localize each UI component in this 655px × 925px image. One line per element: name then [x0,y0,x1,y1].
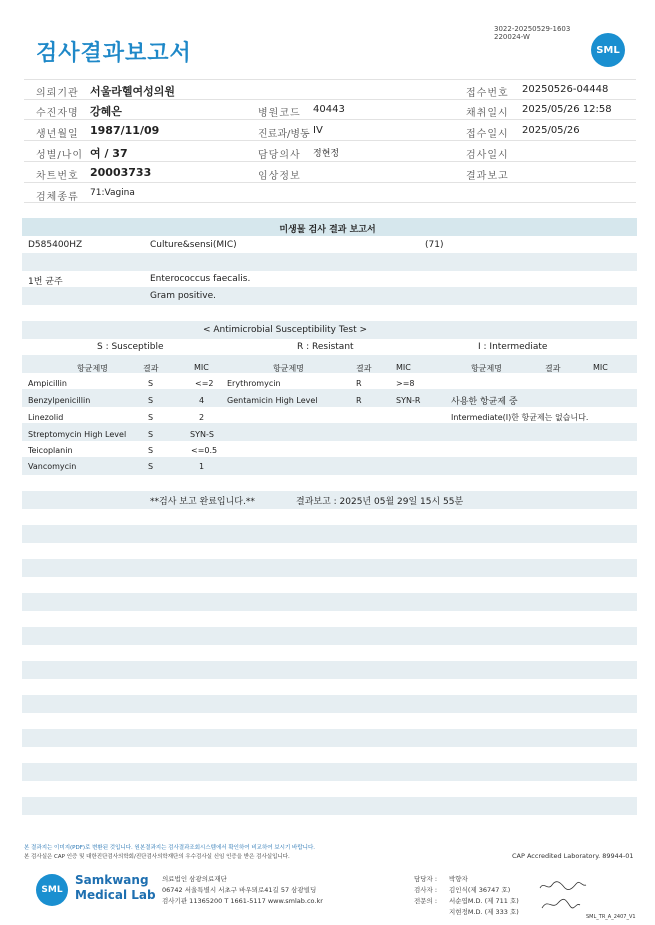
stripe [22,627,637,645]
legend-resistant: R : Resistant [297,342,354,352]
hospital-code-value: 40443 [313,104,345,115]
patient-name-label: 수진자명 [36,108,79,119]
receipt-date-value: 2025/05/26 [522,125,580,136]
drug-mic: 4 [199,396,205,405]
chart-no-value: 20003733 [90,166,152,179]
drug-mic: SYN-R [396,396,421,405]
dept-value: IV [313,125,323,136]
drug-name: Ampicillin [28,379,67,388]
specialist-signature [540,896,582,912]
col-mic-right: MIC [593,363,608,372]
hospital-code-label: 병원코드 [258,108,301,119]
test-date-label: 검사일시 [466,150,509,161]
drug-result: S [148,430,154,439]
stripe [22,695,637,713]
stripe [22,457,637,475]
company-name [75,873,156,903]
collect-date-value: 2025/05/26 12:58 [522,104,612,115]
company-name-line2: Medical Lab [75,888,156,902]
col-drug-right: 항균제명 [471,364,502,373]
company-contact: 검사기관 11365200 T 1661-5117 www.smlab.co.kr [162,897,323,905]
stripe [22,661,637,679]
legend-susceptible: S : Susceptible [97,342,164,352]
col-result-left: 결과 [143,364,159,373]
ast-title: < Antimicrobial Susceptibility Test > [203,325,367,335]
chart-no-label: 차트번호 [36,171,79,182]
organism: Enterococcus faecalis. [150,274,251,284]
stripe [22,253,637,271]
drug-result: R [356,379,362,388]
patient-name-value: 강혜은 [90,105,122,118]
sex-age-label: 성별/나이 [36,150,84,161]
company-name-line1: Samkwang [75,873,149,887]
test-specimen: (71) [425,240,444,250]
tester-label: 검사자 : [414,886,438,894]
divider [24,119,636,120]
drug-name: Benzylpenicillin [28,396,91,405]
isolate-label: 1번 균주 [28,277,63,287]
drug-result: S [148,446,154,455]
receipt-date-label: 접수일시 [466,129,509,140]
stripe [22,389,637,407]
tester-signature [538,879,588,893]
receipt-no-value: 20250526-04448 [522,84,609,95]
birth-label: 생년월일 [36,129,79,140]
tester-value: 김인식(제 36747 호) [449,886,511,894]
drug-name: Vancomycin [28,462,77,471]
col-drug-mid: 항균제명 [273,364,304,373]
birth-value: 1987/11/09 [90,124,160,137]
drug-name: Streptomycin High Level [28,430,127,439]
drug-result: S [148,396,154,405]
clinical-info-label: 임상정보 [258,171,301,182]
client-value: 서울라헬여성의원 [90,85,176,98]
drug-name: Linezolid [28,413,64,422]
drug-mic: 2 [199,413,205,422]
report-complete-text: **검사 보고 완료입니다.** [150,497,255,507]
sml-footer-logo: SML [36,874,68,906]
footer-note-pdf: 본 결과지는 이미지(PDF)로 변환된 것입니다. 원본결과지는 검사결과조회시스템에서 확인하여 비교하여 보시기 바랍니다. [24,845,316,851]
stripe [22,287,637,305]
collect-date-label: 채취일시 [466,108,509,119]
stripe [22,763,637,781]
col-drug-left: 항균제명 [77,364,108,373]
stripe [22,559,637,577]
intermediate-note-line2: Intermediate(I)한 항균제는 없습니다. [451,413,589,422]
charge-value: 박향자 [449,875,468,883]
divider [24,79,636,80]
stripe [22,729,637,747]
stripe [22,593,637,611]
divider [24,161,636,162]
divider [24,202,636,203]
document-id-line2: 220024-W [494,33,530,41]
sml-logo: SML [591,33,625,67]
drug-name: Erythromycin [227,379,281,388]
drug-result: S [148,462,154,471]
foundation-name: 의료법인 삼광의료재단 [162,875,227,883]
cap-accreditation: CAP Accredited Laboratory. 89944-01 [512,852,634,860]
gram-stain: Gram positive. [150,291,216,301]
drug-mic: <=0.5 [191,446,218,455]
footer-note-cap: 본 검사실은 CAP 인증 및 대한진단검사의학회/진단검사의학재단의 우수검사실 신임 인증을 받은 검사실입니다. [24,854,290,860]
col-mic-mid: MIC [396,363,411,372]
specimen-value: 71:Vagina [90,188,135,198]
report-time: 결과보고 : 2025년 05월 29일 15시 55분 [296,497,464,507]
specialist-value-2: 지현정M.D. (제 333 호) [449,908,519,916]
divider [24,140,636,141]
receipt-no-label: 접수번호 [466,88,509,99]
drug-mic: <=2 [195,379,214,388]
page-title: 검사결과보고서 [36,41,192,66]
section-title: 미생물 검사 결과 보고서 [279,225,376,235]
test-name: Culture&sensi(MIC) [150,240,237,250]
divider [24,182,636,183]
legend-intermediate: I : Intermediate [478,342,548,352]
doctor-value: 정현정 [313,149,340,159]
charge-label: 담당자 : [414,875,438,883]
company-address: 06742 서울특별시 서초구 바우뫼로41길 57 삼광빌딩 [162,886,317,894]
drug-mic: >=8 [396,379,415,388]
drug-mic: 1 [199,462,205,471]
divider [24,99,636,100]
col-mic-left: MIC [194,363,209,372]
specialist-value-1: 서순엽M.D. (제 711 호) [449,897,519,905]
client-label: 의뢰기관 [36,88,79,99]
drug-name: Gentamicin High Level [227,396,318,405]
drug-mic: SYN-S [190,430,214,439]
form-number: SML_TR_A_2407_V1 [586,914,636,920]
drug-result: R [356,396,362,405]
col-result-mid: 결과 [356,364,372,373]
specimen-label: 검체종류 [36,192,79,203]
drug-name: Teicoplanin [28,446,73,455]
stripe [22,797,637,815]
report-label: 결과보고 [466,171,509,182]
specialist-label: 전문의 : [414,897,438,905]
drug-result: S [148,379,154,388]
col-result-right: 결과 [545,364,561,373]
stripe [22,525,637,543]
intermediate-note-line1: 사용한 항균제 중 [451,397,518,407]
sex-age-value: 여 / 37 [90,147,128,160]
dept-label: 진료과/병동 [258,129,310,140]
document-id-line1: 3022-20250529-1603 [494,25,571,33]
document-id [494,25,570,41]
doctor-label: 담당의사 [258,150,301,161]
test-code: D585400HZ [28,240,83,250]
drug-result: S [148,413,154,422]
